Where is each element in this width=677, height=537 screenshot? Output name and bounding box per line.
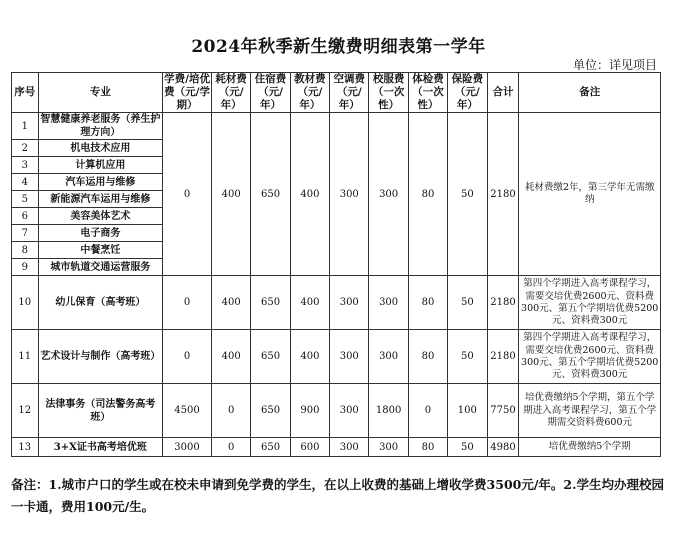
material-cell: 400 bbox=[212, 330, 251, 384]
major-name: 美容美体艺术 bbox=[38, 208, 162, 225]
insurance-cell: 50 bbox=[448, 438, 487, 457]
table-row bbox=[12, 276, 661, 330]
uniform-cell: 300 bbox=[369, 113, 408, 276]
row-no: 1 bbox=[12, 113, 39, 140]
remark-cell: 培优费缴纳5个学期，第五个学期进入高考课程学习，第五个学期需交资料费600元 bbox=[519, 384, 661, 438]
textbook-cell: 400 bbox=[290, 276, 329, 330]
header-insurance: 保险费（元/年） bbox=[448, 73, 487, 113]
row-no: 12 bbox=[12, 384, 39, 438]
major-name: 中餐烹饪 bbox=[38, 242, 162, 259]
total-cell: 2180 bbox=[487, 330, 519, 384]
ac-cell: 300 bbox=[330, 276, 369, 330]
total-cell: 7750 bbox=[487, 384, 519, 438]
major-name: 机电技术应用 bbox=[38, 140, 162, 157]
uniform-cell: 300 bbox=[369, 276, 408, 330]
exam-cell: 80 bbox=[408, 276, 447, 330]
insurance-cell: 50 bbox=[448, 113, 487, 276]
major-name: 幼儿保育（高考班） bbox=[38, 276, 162, 330]
textbook-cell: 400 bbox=[290, 330, 329, 384]
material-cell: 0 bbox=[212, 438, 251, 457]
footnote: 备注：1.城市户口的学生或在校未申请到免学费的学生，在以上收费的基础上增收学费3500元/年。2.学生均办理校园一卡通，费用100元/生。 bbox=[11, 477, 664, 514]
total-cell: 4980 bbox=[487, 438, 519, 457]
exam-cell: 0 bbox=[408, 384, 447, 438]
row-no: 5 bbox=[12, 191, 39, 208]
major-name: 艺术设计与制作（高考班） bbox=[38, 330, 162, 384]
tuition-cell: 4500 bbox=[163, 384, 212, 438]
header-ac: 空调费（元/年） bbox=[330, 73, 369, 113]
tuition-cell: 0 bbox=[163, 113, 212, 276]
material-cell: 0 bbox=[212, 384, 251, 438]
total-cell: 2180 bbox=[487, 276, 519, 330]
textbook-cell: 900 bbox=[290, 384, 329, 438]
ac-cell: 300 bbox=[330, 438, 369, 457]
major-name: 智慧健康养老服务（养生护理方向） bbox=[38, 113, 162, 140]
remark-cell: 培优费缴纳5个学期 bbox=[519, 438, 661, 457]
tuition-cell: 0 bbox=[163, 330, 212, 384]
insurance-cell: 50 bbox=[448, 276, 487, 330]
row-no: 10 bbox=[12, 276, 39, 330]
row-no: 3 bbox=[12, 157, 39, 174]
major-name: 电子商务 bbox=[38, 225, 162, 242]
header-row bbox=[12, 73, 661, 113]
header-no: 序号 bbox=[12, 73, 39, 113]
major-name: 城市轨道交通运营服务 bbox=[38, 259, 162, 276]
uniform-cell: 300 bbox=[369, 438, 408, 457]
exam-cell: 80 bbox=[408, 438, 447, 457]
header-dorm: 住宿费（元/年） bbox=[251, 73, 290, 113]
unit-label: 单位：详见项目 bbox=[572, 58, 657, 72]
header-total: 合计 bbox=[487, 73, 519, 113]
row-no: 2 bbox=[12, 140, 39, 157]
tuition-cell: 3000 bbox=[163, 438, 212, 457]
major-name: 法律事务（司法警务高考班） bbox=[38, 384, 162, 438]
ac-cell: 300 bbox=[330, 384, 369, 438]
insurance-cell: 100 bbox=[448, 384, 487, 438]
header-exam: 体检费（一次性） bbox=[408, 73, 447, 113]
uniform-cell: 300 bbox=[369, 330, 408, 384]
major-name: 3+X证书高考培优班 bbox=[38, 438, 162, 457]
row-no: 6 bbox=[12, 208, 39, 225]
fee-table bbox=[11, 72, 661, 457]
dorm-cell: 650 bbox=[251, 330, 290, 384]
exam-cell: 80 bbox=[408, 330, 447, 384]
row-no: 8 bbox=[12, 242, 39, 259]
remark-cell: 耗材费缴2年，第三学年无需缴纳 bbox=[519, 113, 661, 276]
row-no: 13 bbox=[12, 438, 39, 457]
table-row bbox=[12, 330, 661, 384]
material-cell: 400 bbox=[212, 276, 251, 330]
major-name: 汽车运用与维修 bbox=[38, 174, 162, 191]
dorm-cell: 650 bbox=[251, 438, 290, 457]
material-cell: 400 bbox=[212, 113, 251, 276]
row-no: 9 bbox=[12, 259, 39, 276]
row-no: 7 bbox=[12, 225, 39, 242]
header-tuition: 学费/培优费（元/学期） bbox=[164, 73, 210, 112]
ac-cell: 300 bbox=[330, 330, 369, 384]
textbook-cell: 600 bbox=[290, 438, 329, 457]
total-cell: 2180 bbox=[487, 113, 519, 276]
table-row bbox=[12, 113, 661, 140]
header-textbook: 教材费（元/年） bbox=[290, 73, 329, 113]
dorm-cell: 650 bbox=[251, 276, 290, 330]
page-title: 2024年秋季新生缴费明细表第一学年 bbox=[191, 37, 486, 57]
major-name: 计算机应用 bbox=[38, 157, 162, 174]
textbook-cell: 400 bbox=[290, 113, 329, 276]
header-remark: 备注 bbox=[519, 73, 661, 113]
table-row bbox=[12, 438, 661, 457]
remark-cell: 第四个学期进入高考课程学习，需要交培优费2600元、资料费300元、第五个学期培优费5200元、资料费300元 bbox=[519, 276, 661, 330]
header-uniform: 校服费（一次性） bbox=[369, 73, 408, 113]
dorm-cell: 650 bbox=[251, 113, 290, 276]
tuition-cell: 0 bbox=[163, 276, 212, 330]
remark-cell: 第四个学期进入高考课程学习，需要交培优费2600元、资料费300元、第五个学期培优费5200元、资料费300元 bbox=[519, 330, 661, 384]
ac-cell: 300 bbox=[330, 113, 369, 276]
dorm-cell: 650 bbox=[251, 384, 290, 438]
header-material: 耗材费（元/年） bbox=[212, 73, 251, 113]
uniform-cell: 1800 bbox=[369, 384, 408, 438]
row-no: 11 bbox=[12, 330, 39, 384]
table-row bbox=[12, 384, 661, 438]
header-major: 专业 bbox=[38, 73, 162, 113]
major-name: 新能源汽车运用与维修 bbox=[38, 191, 162, 208]
exam-cell: 80 bbox=[408, 113, 447, 276]
insurance-cell: 50 bbox=[448, 330, 487, 384]
row-no: 4 bbox=[12, 174, 39, 191]
